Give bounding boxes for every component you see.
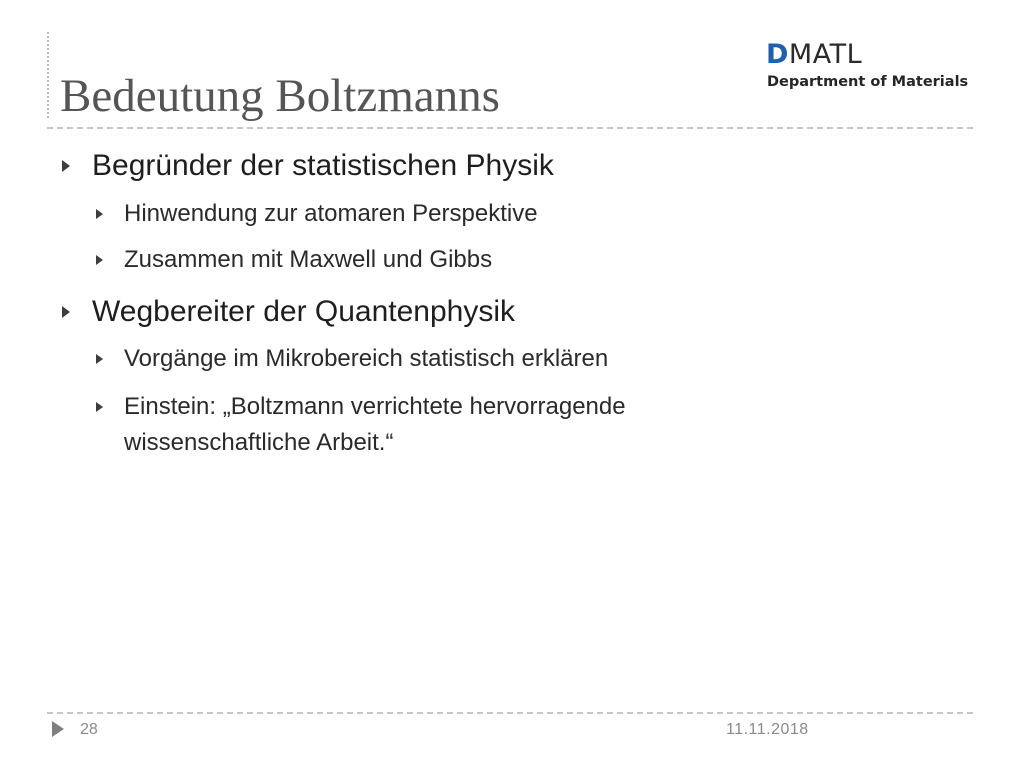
logo-subtitle: Department of Materials	[767, 74, 969, 90]
bullet-level1	[92, 147, 554, 185]
bullet-arrow-icon	[96, 255, 103, 265]
bullet-arrow-icon	[96, 209, 103, 219]
logo-letter-d: D	[766, 39, 789, 70]
bullet-arrow-icon	[96, 402, 103, 412]
bullet-arrow-icon	[96, 354, 103, 364]
bullet-text: wissenschaftliche Arbeit.“	[124, 429, 394, 456]
footer-date: 11.11.2018	[726, 721, 809, 738]
footer-divider	[47, 712, 973, 714]
slide-title: Bedeutung Boltzmanns	[60, 70, 500, 122]
bullet-level2	[124, 344, 608, 374]
bullet-text: Einstein: „Boltzmann verrichtete hervorragende	[124, 393, 626, 420]
triangle-right-icon	[52, 721, 64, 737]
bullet-level1	[92, 293, 515, 331]
bullet-text: Vorgänge im Mikrobereich statistisch erklären	[124, 345, 609, 372]
page-number: 28	[80, 721, 98, 738]
bullet-level2	[124, 245, 492, 275]
bullet-continuation	[124, 428, 393, 458]
logo-letters-matl: MATL	[788, 39, 863, 70]
bullet-text: Hinwendung zur atomaren Perspektive	[124, 200, 538, 227]
bullet-level2	[124, 392, 626, 422]
bullet-text: Wegbereiter der Quantenphysik	[92, 295, 516, 328]
bullet-arrow-icon	[62, 160, 70, 172]
bullet-text: Begründer der statistischen Physik	[92, 149, 554, 182]
bullet-arrow-icon	[62, 306, 70, 318]
bullet-text: Zusammen mit Maxwell und Gibbs	[124, 246, 493, 273]
bullet-level2	[124, 199, 538, 229]
